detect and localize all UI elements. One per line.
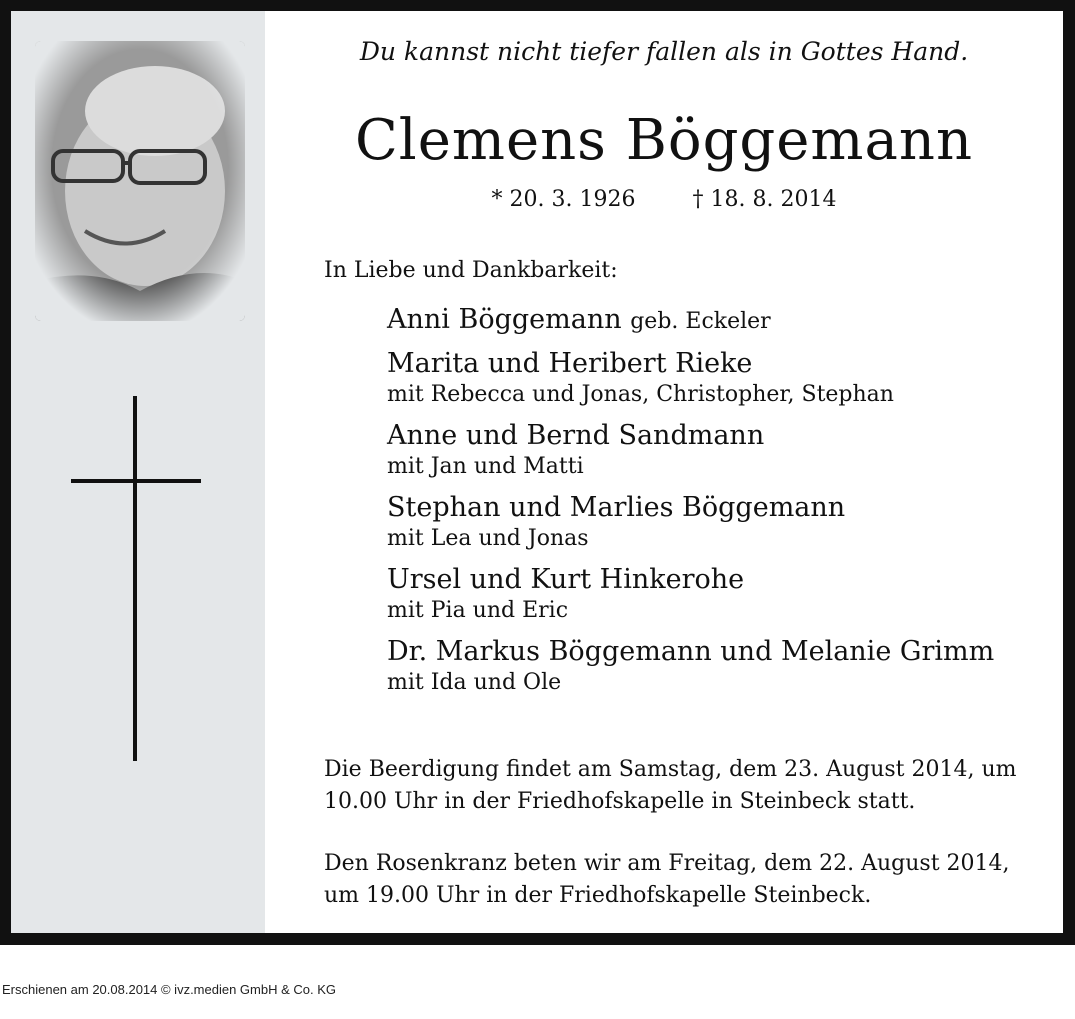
mourners-intro: In Liebe und Dankbarkeit:: [324, 258, 618, 283]
mourner-name: Ursel und Kurt Hinkerohe: [387, 564, 745, 595]
mourner-name: Anni Böggemann: [387, 304, 622, 335]
publication-footer: Erschienen am 20.08.2014 © ivz.medien GmbH & Co. KG: [2, 982, 337, 997]
mourner-children: mit Lea und Jonas: [387, 526, 589, 551]
mourner-name: Stephan und Marlies Böggemann: [387, 492, 846, 523]
mourner-name: Anne und Bernd Sandmann: [387, 420, 765, 451]
mourner-name: Dr. Markus Böggemann und Melanie Grimm: [387, 636, 995, 667]
mourners-list: [387, 303, 1047, 707]
burial-notice: Die Beerdigung findet am Samstag, dem 23. August 2014, um 10.00 Uhr in der Friedhofskapelle in Steinbeck statt.: [324, 757, 1017, 814]
mourner-entry: [387, 419, 1047, 482]
mourner-entry: [387, 563, 1047, 626]
birth-date: * 20. 3. 1926: [491, 187, 636, 212]
mourner-suffix: geb. Eckeler: [630, 309, 771, 334]
mourner-name: Marita und Heribert Rieke: [387, 348, 753, 379]
mourner-children: mit Jan und Matti: [387, 454, 584, 479]
cross-icon: [71, 396, 201, 761]
portrait-photo: [35, 41, 245, 321]
rosary-notice: Den Rosenkranz beten wir am Freitag, dem 22. August 2014, um 19.00 Uhr in der Friedhofskapelle Steinbeck.: [324, 851, 1010, 908]
mourner-entry: [387, 347, 1047, 410]
portrait-illustration: [35, 41, 245, 321]
obituary-text: [265, 11, 1063, 933]
obituary-card: [11, 11, 1063, 933]
mourner-children: mit Rebecca und Jonas, Christopher, Stephan: [387, 382, 894, 407]
mourner-entry: [387, 303, 1047, 338]
deceased-name: Clemens Böggemann: [354, 108, 974, 173]
motto: Du kannst nicht tiefer fallen als in Gottes Hand.: [359, 37, 969, 66]
mourner-entry: [387, 491, 1047, 554]
mourner-children: mit Ida und Ole: [387, 670, 562, 695]
mourner-entry: [387, 635, 1047, 698]
mourner-children: mit Pia und Eric: [387, 598, 569, 623]
death-date: † 18. 8. 2014: [692, 187, 837, 212]
sidebar-panel: [11, 11, 265, 933]
life-dates: [265, 187, 1063, 212]
